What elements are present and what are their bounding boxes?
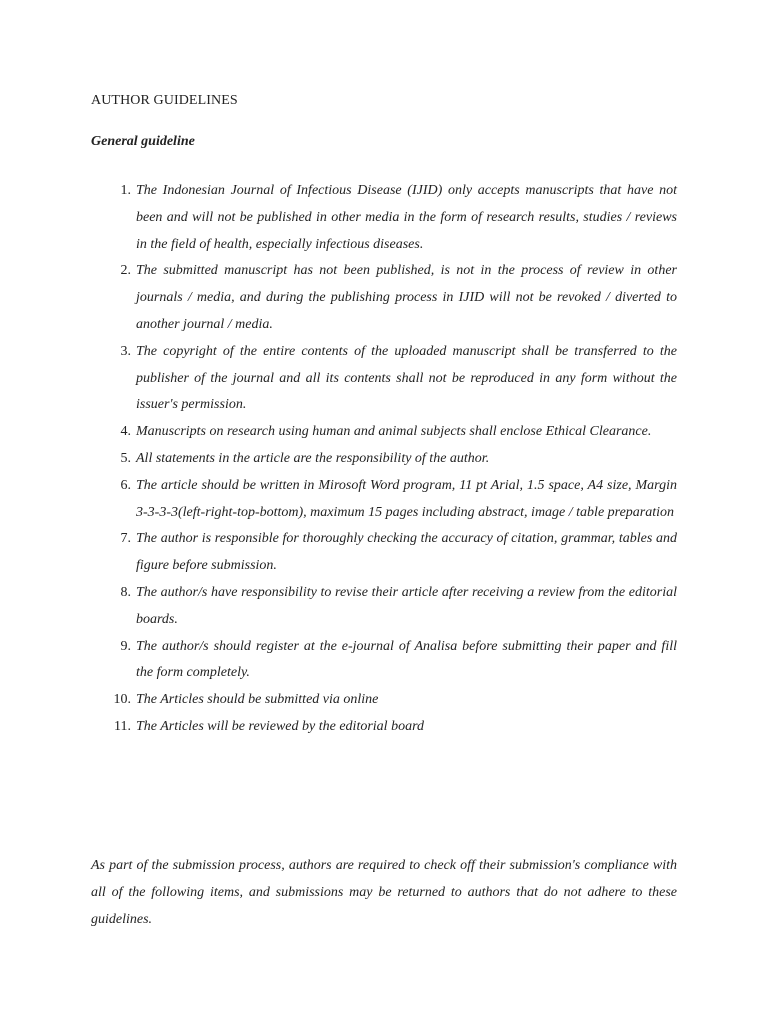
list-item	[91, 580, 677, 634]
list-item	[91, 446, 677, 473]
item-number: 9.	[120, 638, 131, 654]
list-item	[91, 339, 677, 419]
item-text: The submitted manuscript has not been published, is not in the process of review in other journals / media, and during the publishing process in IJID will not be revoked / diverted to another journal / media.	[136, 263, 677, 332]
section-subheading: General guideline	[91, 134, 195, 149]
item-text: The copyright of the entire contents of the uploaded manuscript shall be transferred to the publisher of the journal and all its contents shall not be reproduced in any form without the issuer's permission.	[136, 343, 677, 413]
list-item	[91, 178, 677, 258]
item-number: 2.	[120, 263, 131, 279]
item-number: 6.	[120, 477, 131, 493]
list-item	[91, 687, 677, 714]
list-item	[91, 419, 677, 446]
list-item	[91, 473, 677, 527]
item-number: 10.	[113, 692, 131, 708]
list-item	[91, 526, 677, 580]
document-heading: AUTHOR GUIDELINES	[91, 93, 238, 108]
item-number: 3.	[120, 343, 131, 359]
item-text: The article should be written in Mirosoft Word program, 11 pt Arial, 1.5 space, A4 size, Margin 3-3-3-3(left-right-top-bottom), maximum 15 pages including abstract, image / table preparation	[136, 477, 677, 520]
list-item	[91, 258, 677, 338]
item-text: The author/s have responsibility to revise their article after receiving a review from the editorial boards.	[136, 584, 677, 627]
item-number: 11.	[114, 718, 131, 734]
closing-paragraph: As part of the submission process, authors are required to check off their submission's compliance with all of the following items, and submissions may be returned to authors that do not adhere to these guidelines.	[91, 858, 677, 927]
item-text: The Indonesian Journal of Infectious Disease (IJID) only accepts manuscripts that have not been and will not be published in other media in the form of research results, studies / reviews in the field of health, especially infectious diseases.	[136, 183, 677, 252]
item-text: The author is responsible for thoroughly checking the accuracy of citation, grammar, tables and figure before submission.	[136, 531, 677, 574]
item-text: The Articles should be submitted via online	[136, 692, 379, 708]
item-text: The author/s should register at the e-journal of Analisa before submitting their paper and fill the form completely.	[136, 638, 677, 681]
guidelines-list	[91, 178, 677, 741]
item-number: 5.	[120, 450, 131, 466]
item-number: 4.	[120, 424, 131, 440]
list-item	[91, 714, 677, 741]
list-item	[91, 634, 677, 688]
item-text: Manuscripts on research using human and animal subjects shall enclose Ethical Clearance.	[136, 424, 652, 440]
item-text: All statements in the article are the responsibility of the author.	[136, 450, 490, 466]
item-number: 1.	[120, 183, 131, 198]
item-number: 8.	[120, 584, 131, 600]
item-number: 7.	[120, 531, 131, 547]
item-text: The Articles will be reviewed by the editorial board	[136, 718, 424, 734]
